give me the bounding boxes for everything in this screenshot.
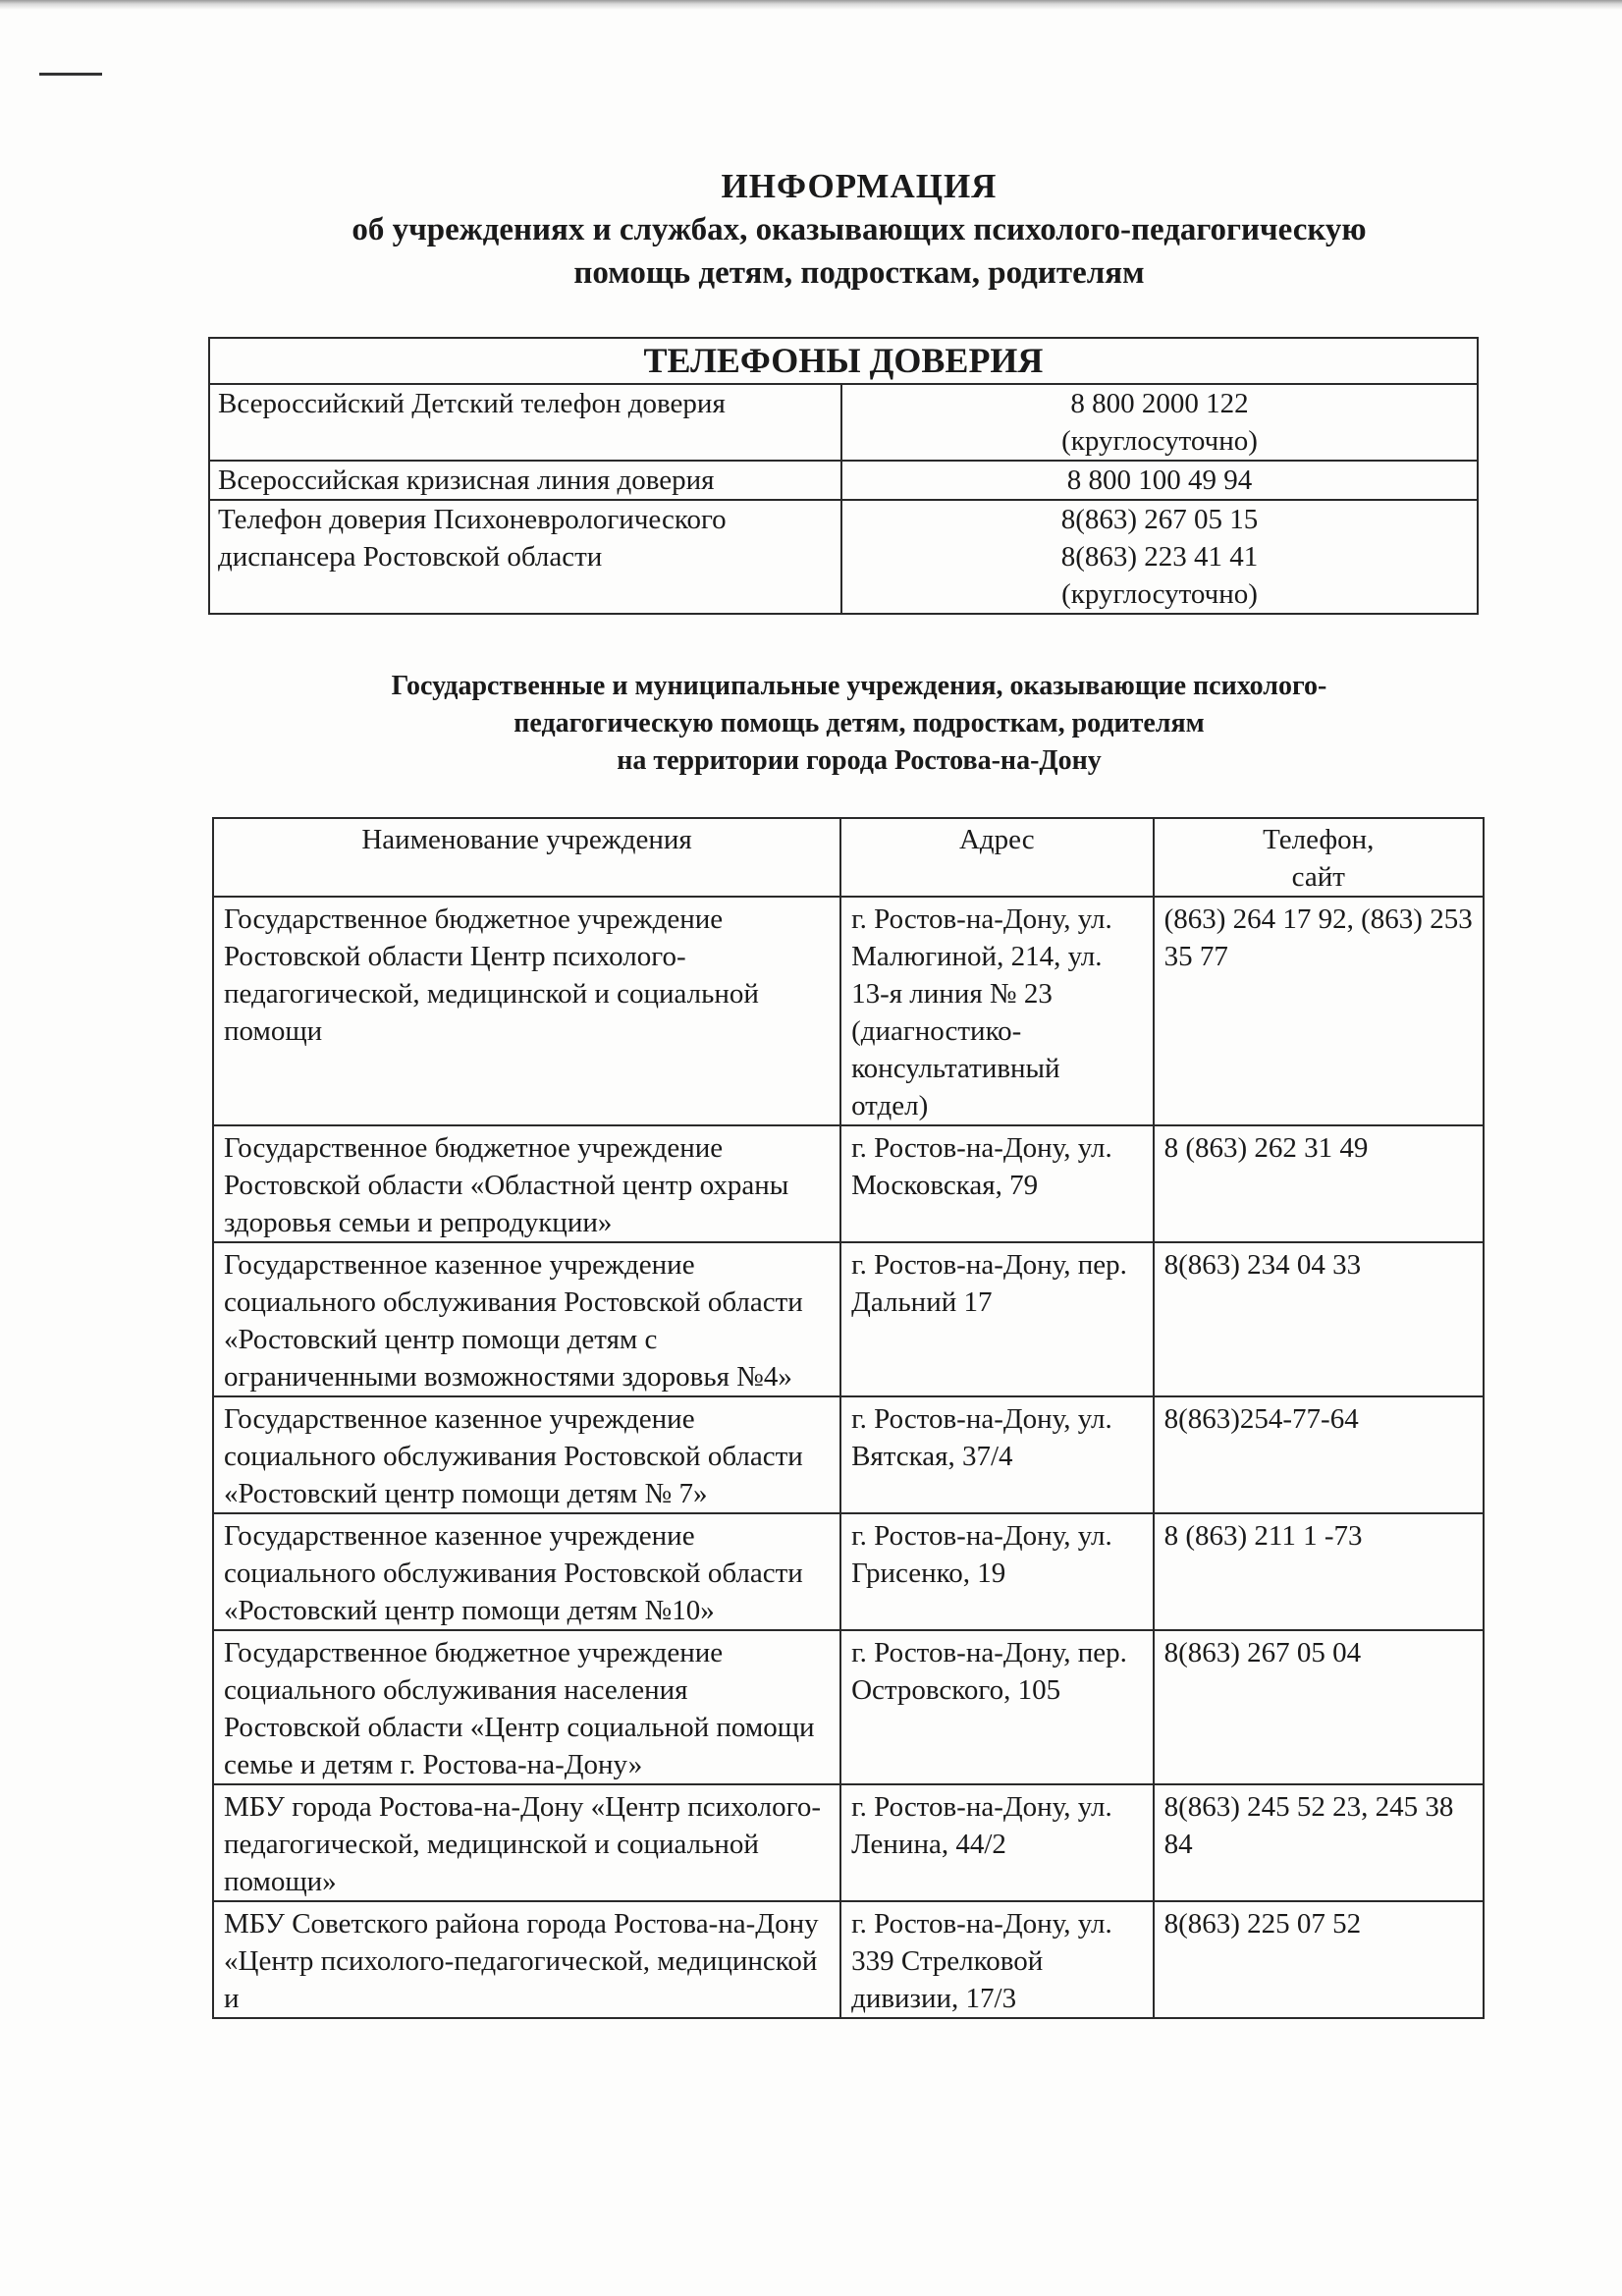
hotline-note: (круглосуточно) [1061,578,1258,610]
document-title [147,165,1571,295]
institution-phone: 8(863) 245 52 23, 245 38 84 [1154,1784,1484,1901]
institution-name: Государственное казенное учреждение социального обслуживания Ростовской области «Ростовский центр помощи детям № 7» [213,1396,840,1513]
table-row [213,1396,1484,1513]
institution-name: Государственное казенное учреждение социального обслуживания Ростовской области «Ростовский центр помощи детям с ограниченными возможностями здоровья №4» [213,1242,840,1396]
institution-address: г. Ростов-на-Дону, пер. Дальний 17 [840,1242,1154,1396]
institution-address: г. Ростов-на-Дону, ул. 339 Стрелковой дивизии, 17/3 [840,1901,1154,2018]
institution-name: Государственное бюджетное учреждение социального обслуживания населения Ростовской области «Центр социальной помощи семье и детям г. Ростова-на-Дону» [213,1630,840,1784]
institution-name: Государственное казенное учреждение социального обслуживания Ростовской области «Ростовский центр помощи детям №10» [213,1513,840,1630]
hotlines-table [208,337,1479,615]
scan-mark [39,73,102,76]
column-header-phone-line-2: сайт [1291,861,1345,893]
title-line-3: помощь детям, подросткам, родителям [573,255,1145,291]
table-row [213,1513,1484,1630]
institution-name: МБУ Советского района города Ростова-на-Дону «Центр психолого-педагогической, медицинской и [213,1901,840,2018]
column-header-name: Наименование учреждения [213,818,840,897]
institution-address: г. Ростов-на-Дону, ул. Вятская, 37/4 [840,1396,1154,1513]
scan-edge-shadow [0,0,1622,10]
title-line-2: об учреждениях и службах, оказывающих психолого-педагогическую [351,212,1367,247]
institutions-heading-line-1: Государственные и муниципальные учреждения, оказывающие психолого- [391,671,1327,701]
institution-name: Государственное бюджетное учреждение Ростовской области «Областной центр охраны здоровья семьи и репродукции» [213,1125,840,1242]
table-row [213,1630,1484,1784]
institution-phone: 8 (863) 262 31 49 [1154,1125,1484,1242]
hotline-row [209,384,1478,461]
hotline-phone-cell [841,384,1478,461]
hotline-phone: 8(863) 267 05 15 [1060,504,1259,535]
hotline-phone-2: 8(863) 223 41 41 [1060,541,1259,573]
institution-address: г. Ростов-на-Дону, пер. Островского, 105 [840,1630,1154,1784]
institution-address: г. Ростов-на-Дону, ул. Московская, 79 [840,1125,1154,1242]
column-header-address: Адрес [840,818,1154,897]
table-row [213,1125,1484,1242]
institutions-heading-line-3: на территории города Ростова-на-Дону [617,745,1102,776]
hotlines-header: ТЕЛЕФОНЫ ДОВЕРИЯ [209,338,1478,384]
institutions-table [212,817,1485,2019]
hotline-phone: 8 800 2000 122 [1070,388,1249,419]
title-main: ИНФОРМАЦИЯ [721,167,998,205]
institution-name: Государственное бюджетное учреждение Ростовской области Центр психолого-педагогической, медицинской и социальной помощи [213,897,840,1125]
table-row [213,897,1484,1125]
column-header-phone-line-1: Телефон, [1263,824,1375,855]
table-row [213,1784,1484,1901]
institution-phone: 8(863)254-77-64 [1154,1396,1484,1513]
hotline-note: (круглосуточно) [1061,425,1258,457]
institution-phone: (863) 264 17 92, (863) 253 35 77 [1154,897,1484,1125]
hotline-phone: 8 800 100 49 94 [1066,465,1253,496]
institution-address: г. Ростов-на-Дону, ул. Ленина, 44/2 [840,1784,1154,1901]
institutions-header-row [213,818,1484,897]
institutions-heading [147,668,1571,780]
table-row [213,1242,1484,1396]
institution-address: г. Ростов-на-Дону, ул. Грисенко, 19 [840,1513,1154,1630]
institution-address: г. Ростов-на-Дону, ул. Малюгиной, 214, ул. 13-я линия № 23 (диагностико-консультативный отдел) [840,897,1154,1125]
hotline-name: Всероссийская кризисная линия доверия [209,461,841,500]
hotline-phone-cell [841,461,1478,500]
hotline-row [209,461,1478,500]
institution-phone: 8(863) 225 07 52 [1154,1901,1484,2018]
hotlines-header-row [209,338,1478,384]
hotline-name: Всероссийский Детский телефон доверия [209,384,841,461]
hotline-row [209,500,1478,614]
institution-phone: 8(863) 234 04 33 [1154,1242,1484,1396]
institution-phone: 8(863) 267 05 04 [1154,1630,1484,1784]
column-header-phone [1154,818,1484,897]
institution-name: МБУ города Ростова-на-Дону «Центр психолого-педагогической, медицинской и социальной помощи» [213,1784,840,1901]
table-row [213,1901,1484,2018]
hotline-name: Телефон доверия Психоневрологического диспансера Ростовской области [209,500,841,614]
hotline-phone-cell [841,500,1478,614]
institutions-heading-line-2: педагогическую помощь детям, подросткам, родителям [514,708,1205,738]
institution-phone: 8 (863) 211 1 -73 [1154,1513,1484,1630]
